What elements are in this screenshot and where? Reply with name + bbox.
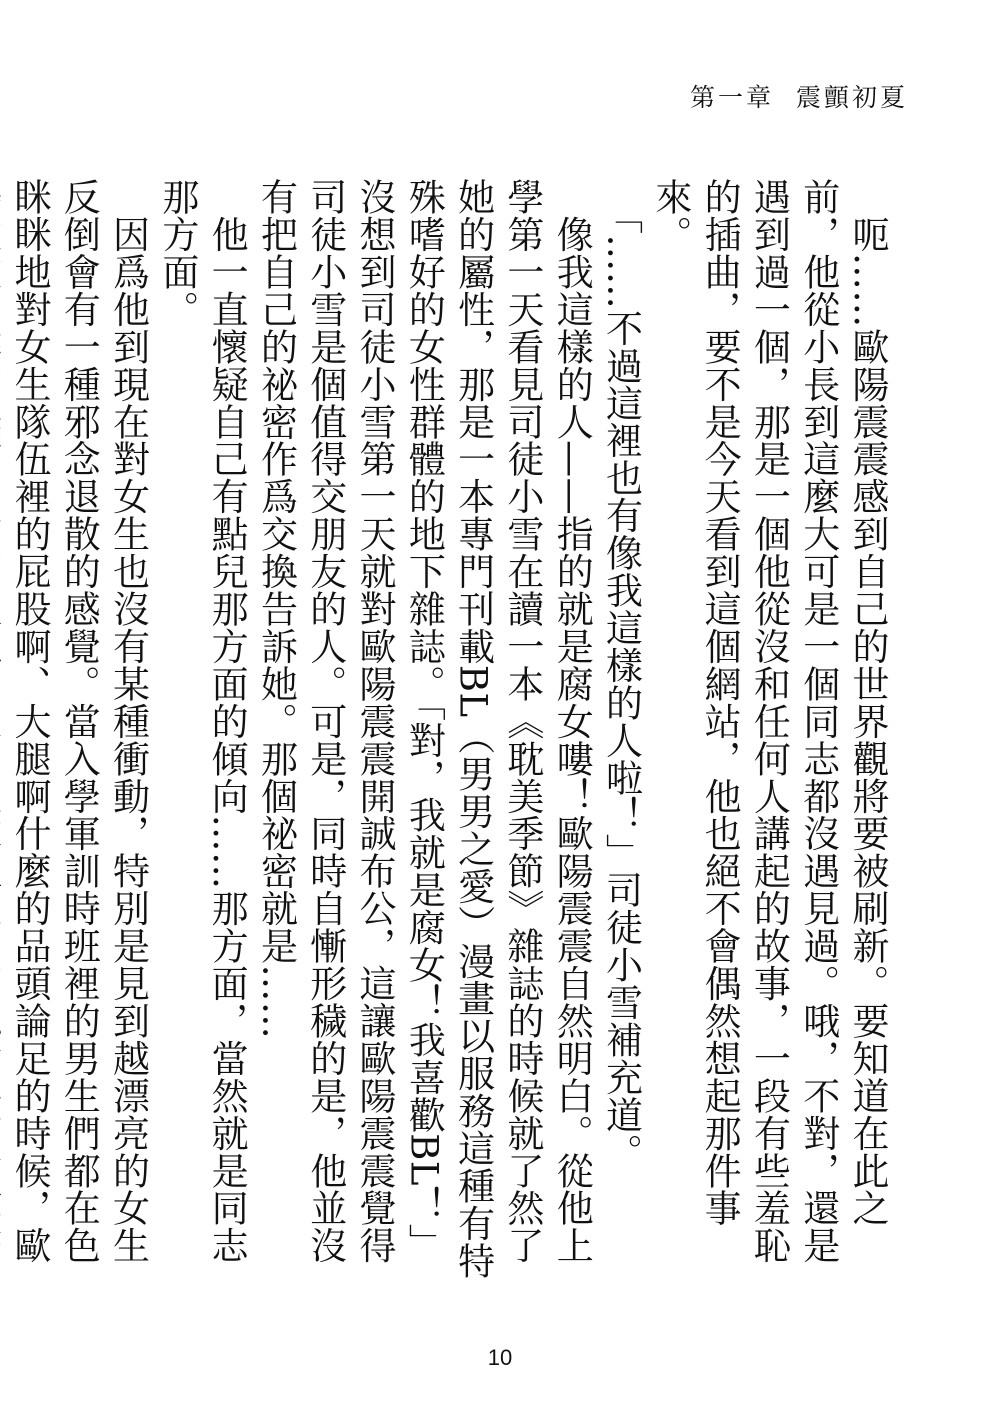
chapter-title: 震顫初夏 — [795, 83, 908, 112]
paragraph-3: 像我這樣的人——指的就是腐女嘍！歐陽震震自然明白。從他上學第一天看見司徒小雪在讀一本《耽美季節》雜誌的時候就了然了她的屬性，那是一本專門刊載BL（男男之愛）漫畫以服務這種有特殊嗜好的女性群體的地下雜誌。「對，我就是腐女！我喜歡BL！」沒想到司徒小雪第一天就對歐陽震震開誠布公，這讓歐陽震震覺得司徒小雪是個值得交朋友的人。可是，同時自慚形穢的是，他並沒有把自己的祕密作爲交換告訴她。那個祕密就是…… — [254, 178, 594, 1280]
paragraph-5: 因爲他到現在對女生也沒有某種衝動，特別是見到越漂亮的女生反倒會有一種邪念退散的感覺。當入學軍訓時班裡的男生們都在色眯眯地對女生隊伍裡的屁股啊、大腿啊什麼的品頭論足的時候，歐 — [7, 178, 150, 1265]
vertical-text-body — [7, 178, 892, 1298]
paragraph-2: 「……不過這裡也有像我這樣的人啦！」司徒小雪補充道。 — [599, 178, 643, 1171]
chapter-label: 第一章 — [689, 83, 774, 112]
paragraph-1: 呃……歐陽震震感到自己的世界觀將要被刷新。要知道在此之前，他從小長到這麼大可是一個同志都沒遇見過。哦，不對，還是遇到過一個，那是一個他從沒和任何人講起的故事，一段有些羞恥的插曲，要不是今天看到這個網站，他也絕不會偶然想起那件事來。 — [648, 178, 889, 1265]
page-number: 10 — [487, 1345, 513, 1370]
paragraph-4: 他一直懷疑自己有點兒那方面的傾向……那方面，當然就是同志那方面。 — [155, 178, 249, 1265]
running-header — [690, 78, 908, 114]
